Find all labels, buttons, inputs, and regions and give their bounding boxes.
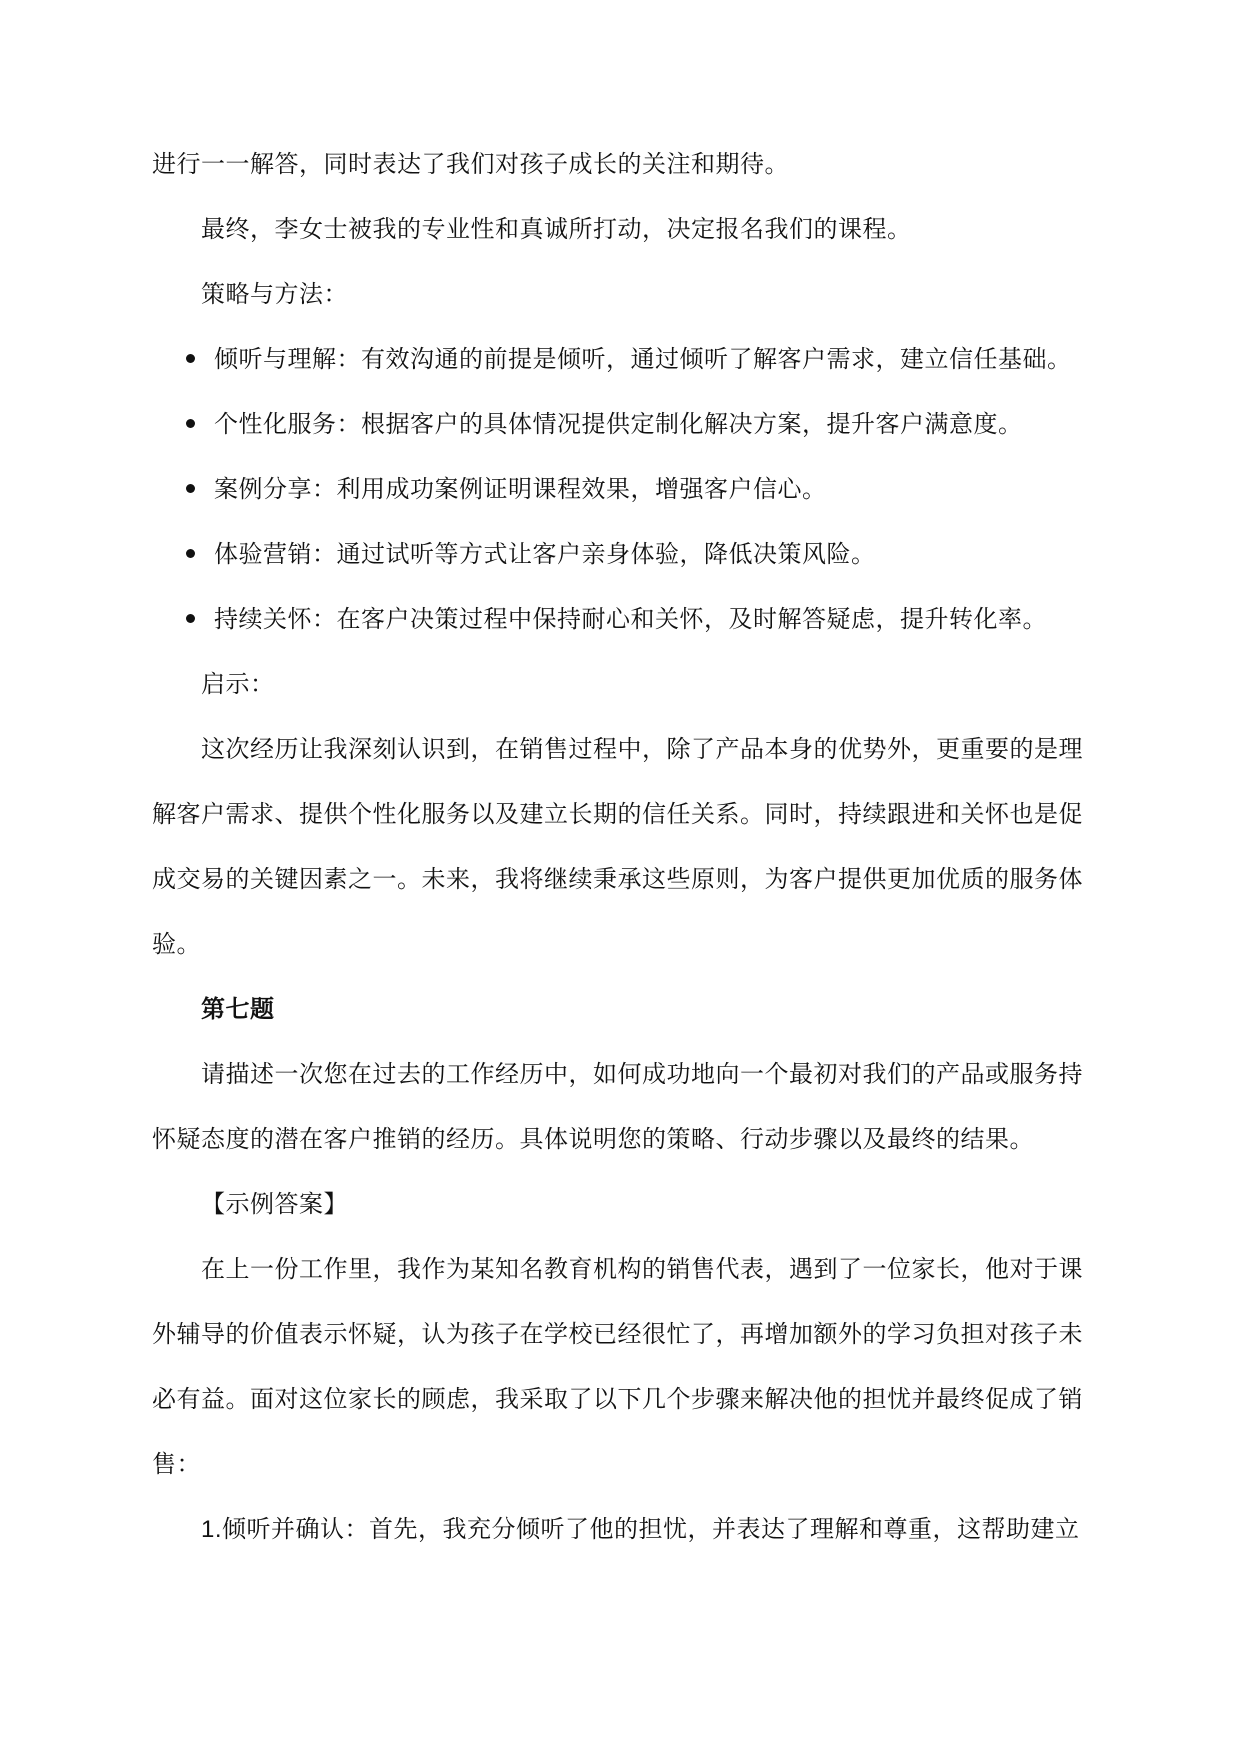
paragraph-decision: 最终，李女士被我的专业性和真诚所打动，决定报名我们的课程。 <box>201 215 912 243</box>
list-item <box>186 473 827 505</box>
list-item-text: 体验营销：通过试听等方式让客户亲身体验，降低决策风险。 <box>214 540 876 568</box>
paragraph-continuation: 进行一一解答，同时表达了我们对孩子成长的关注和期待。 <box>152 150 789 178</box>
bullet-icon <box>186 354 195 363</box>
answer-line: 售： <box>152 1450 201 1478</box>
answer-label: 【示例答案】 <box>201 1190 348 1218</box>
list-item <box>186 343 1072 375</box>
list-item <box>186 408 1023 440</box>
strategy-heading: 策略与方法： <box>201 280 348 308</box>
list-item-text: 持续关怀：在客户决策过程中保持耐心和关怀，及时解答疑虑，提升转化率。 <box>214 605 1047 633</box>
question-title: 第七题 <box>201 995 275 1023</box>
bullet-icon <box>186 419 195 428</box>
question-line: 怀疑态度的潜在客户推销的经历。具体说明您的策略、行动步骤以及最终的结果。 <box>152 1125 1034 1153</box>
bullet-icon <box>186 614 195 623</box>
bullet-icon <box>186 484 195 493</box>
list-item-text: 个性化服务：根据客户的具体情况提供定制化解决方案，提升客户满意度。 <box>214 410 1023 438</box>
list-item-text: 倾听与理解：有效沟通的前提是倾听，通过倾听了解客户需求，建立信任基础。 <box>214 345 1072 373</box>
list-item-text: 案例分享：利用成功案例证明课程效果，增强客户信心。 <box>214 475 827 503</box>
answer-line: 必有益。面对这位家长的顾虑，我采取了以下几个步骤来解决他的担忧并最终促成了销 <box>152 1385 1083 1413</box>
list-item <box>186 538 876 570</box>
insight-heading: 启示： <box>201 670 275 698</box>
step-item <box>201 1513 1080 1546</box>
step-number: 1. <box>201 1516 223 1543</box>
insight-line: 解客户需求、提供个性化服务以及建立长期的信任关系。同时，持续跟进和关怀也是促 <box>152 800 1083 828</box>
insight-line: 验。 <box>152 930 201 958</box>
list-item <box>186 603 1047 635</box>
bullet-icon <box>186 549 195 558</box>
answer-line: 在上一份工作里，我作为某知名教育机构的销售代表，遇到了一位家长，他对于课 <box>201 1255 1083 1283</box>
answer-line: 外辅导的价值表示怀疑，认为孩子在学校已经很忙了，再增加额外的学习负担对孩子未 <box>152 1320 1083 1348</box>
step-text: 倾听并确认：首先，我充分倾听了他的担忧，并表达了理解和尊重，这帮助建立 <box>222 1515 1080 1543</box>
insight-line: 成交易的关键因素之一。未来，我将继续秉承这些原则，为客户提供更加优质的服务体 <box>152 865 1083 893</box>
question-line: 请描述一次您在过去的工作经历中，如何成功地向一个最初对我们的产品或服务持 <box>201 1060 1083 1088</box>
insight-line: 这次经历让我深刻认识到，在销售过程中，除了产品本身的优势外，更重要的是理 <box>201 735 1083 763</box>
